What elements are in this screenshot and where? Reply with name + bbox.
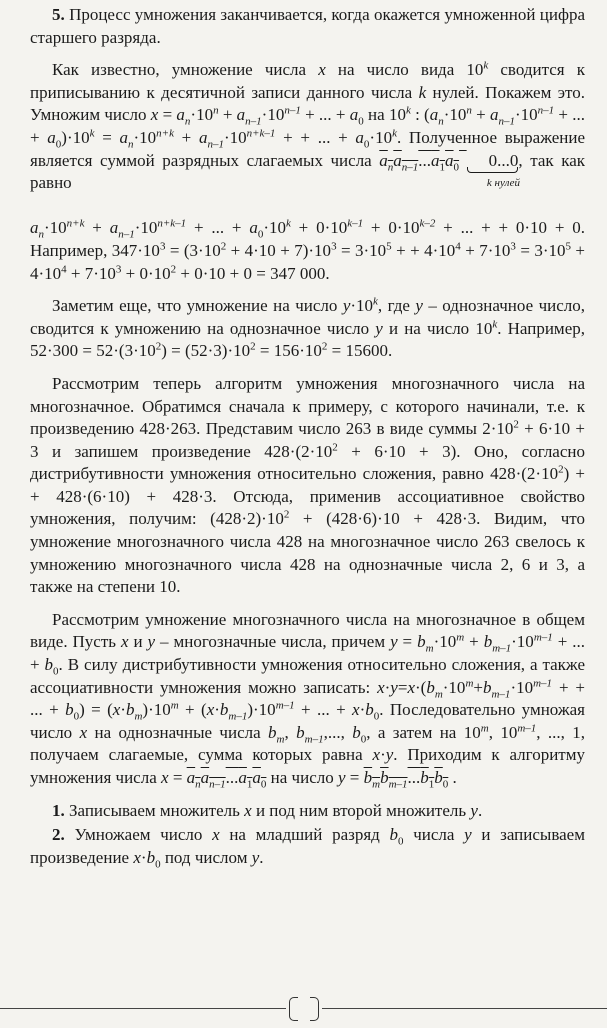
page-number-bracket-left [289,997,298,1021]
paragraph-example-428x263: Рассмотрим теперь алгоритм умножения многозначного числа на многозначное. Обратимся сначала к примеру, с которого начинали, т.е. к произведению 428·263. Представим число 263 в виде суммы $2\cdot 10^2 + 6\cdot 10 + 3$ и запишем произведение $428\cdot(2\cdot 10^2 + 6\cdot 10 + 3)$. Оно, согласно дистрибутивности умножения относительно сложения, равно $428\cdot(2\cdot 10^2)$ + + 428·(6·10) + 428·3. Отсюда, применив ассоциативное свойство умножения, получим: $(428\cdot 2)\cdot 10^2 + (428\cdot 6)\cdot 10 + 428\cdot 3$. Видим, что умножение многозначного числа 428 на многозначное число 263 свелось к умножению многозначного числа 428 на однозначные числа 2, 6 и 3, а также на степени 10. [30,373,586,597]
page-number-bracket-right [310,997,319,1021]
paragraph-general-case: Рассмотрим умножение многозначного числа на многозначное в общем виде. Пусть x и y – многозначные числа, причем $y = b_m\cdot 10^m + b_{m-1}\cdot 10^{m-1}$ + ... + $b_0$. В силу дистрибутивности умножения относительно сложения, а также ассоциативности умножения можно записать: $x\cdot y=x\cdot(b_m\cdot 10^m+b_{m-1}\cdot 10^{m-1}$ + + ... + $b_0) = (x\cdot b_m)\cdot 10^m + (x\cdot b_{m-1})\cdot 10^{m-1}$ + ... + $x\cdot b_0$. Последовательно умножая число x на однозначные числа $b_m$, $b_{m-1}$,..., $b_0$, а затем на 10$^m$, 10$^{m-1}$, ..., 1, получаем слагаемые, сумма которых равна x·y. Приходим к алгоритму умножения числа $x = a_na_{n-1}...a_1a_0$ на число $y = b_mb_{m-1}...b_1b_0$ . [30,609,586,791]
algorithm-step-2: 2. Умножаем число x на младший разряд $b_0$ числа y и записываем произведение $x\cdot b_0$ под числом y. [30,825,585,871]
page-footer [0,997,607,1021]
paragraph-powers-of-ten: Как известно, умножение числа x на число вида 10$^k$ сводится к приписыванию к десятичной записи данного числа k нулей. Покажем это. Умножим число $x = a_n\cdot 10^n + a_{n-1}\cdot 10^{n-1}$ + ... + $a_0$ на 10$^k$ : ($a_n\cdot 10^n + a_{n-1}\cdot 10^{n-1}$ + ... + $a_0)\cdot 10^k = a_n\cdot 10^{n+k} + a_{n-1}\cdot 10^{n+k-1}$ + + ... + $a_0\cdot 10^k$. Полученное выражение является суммой разрядных слагаемых числа $a_na_{n-1}...a_1a_0$ 0...0 k нулей , так как равно $a_n\cdot 10^{n+k} + a_{n-1}\cdot 10^{n+k-1}$ + ... + $a_0\cdot 10^k + 0\cdot 10^{k-1} + 0\cdot 10^{k-2}$ + ... + + 0·10 + 0. Например, $347\cdot 10^3 = (3\cdot 10^2 + 4\cdot 10 + 7)\cdot 10^3 = 3\cdot 10^5$ + + $4\cdot 10^4 + 7\cdot 10^3 = 3\cdot 10^5 + 4\cdot 10^4 + 7\cdot 10^3 + 0\cdot 10^2 + 0\cdot 10 + 0 = 347$ 000. [30,59,586,283]
footer-rule-right [322,1008,607,1009]
footer-rule-left [0,1008,286,1009]
paragraph-single-digit: Заметим еще, что умножение на число $y\cdot 10^k$, где y – однозначное число, сводится к умножению на однозначное число y и на число 10$^k$. Например, $52\cdot 300 = 52\cdot(3\cdot 10^2) = (52\cdot 3)\cdot 10^2 = 156\cdot 10^2 = 15600$. [30,295,586,361]
paragraph-step-5: 5. Процесс умножения заканчивается, когда окажется умноженной цифра старшего разряда. [30,5,586,47]
step-number: 5. [52,5,65,24]
text-body [30,4,585,877]
k-zeros-underbrace: 0...0 k нулей [467,150,519,173]
algorithm-step-1: 1. Записываем множитель x и под ним второй множитель y. [52,800,483,820]
